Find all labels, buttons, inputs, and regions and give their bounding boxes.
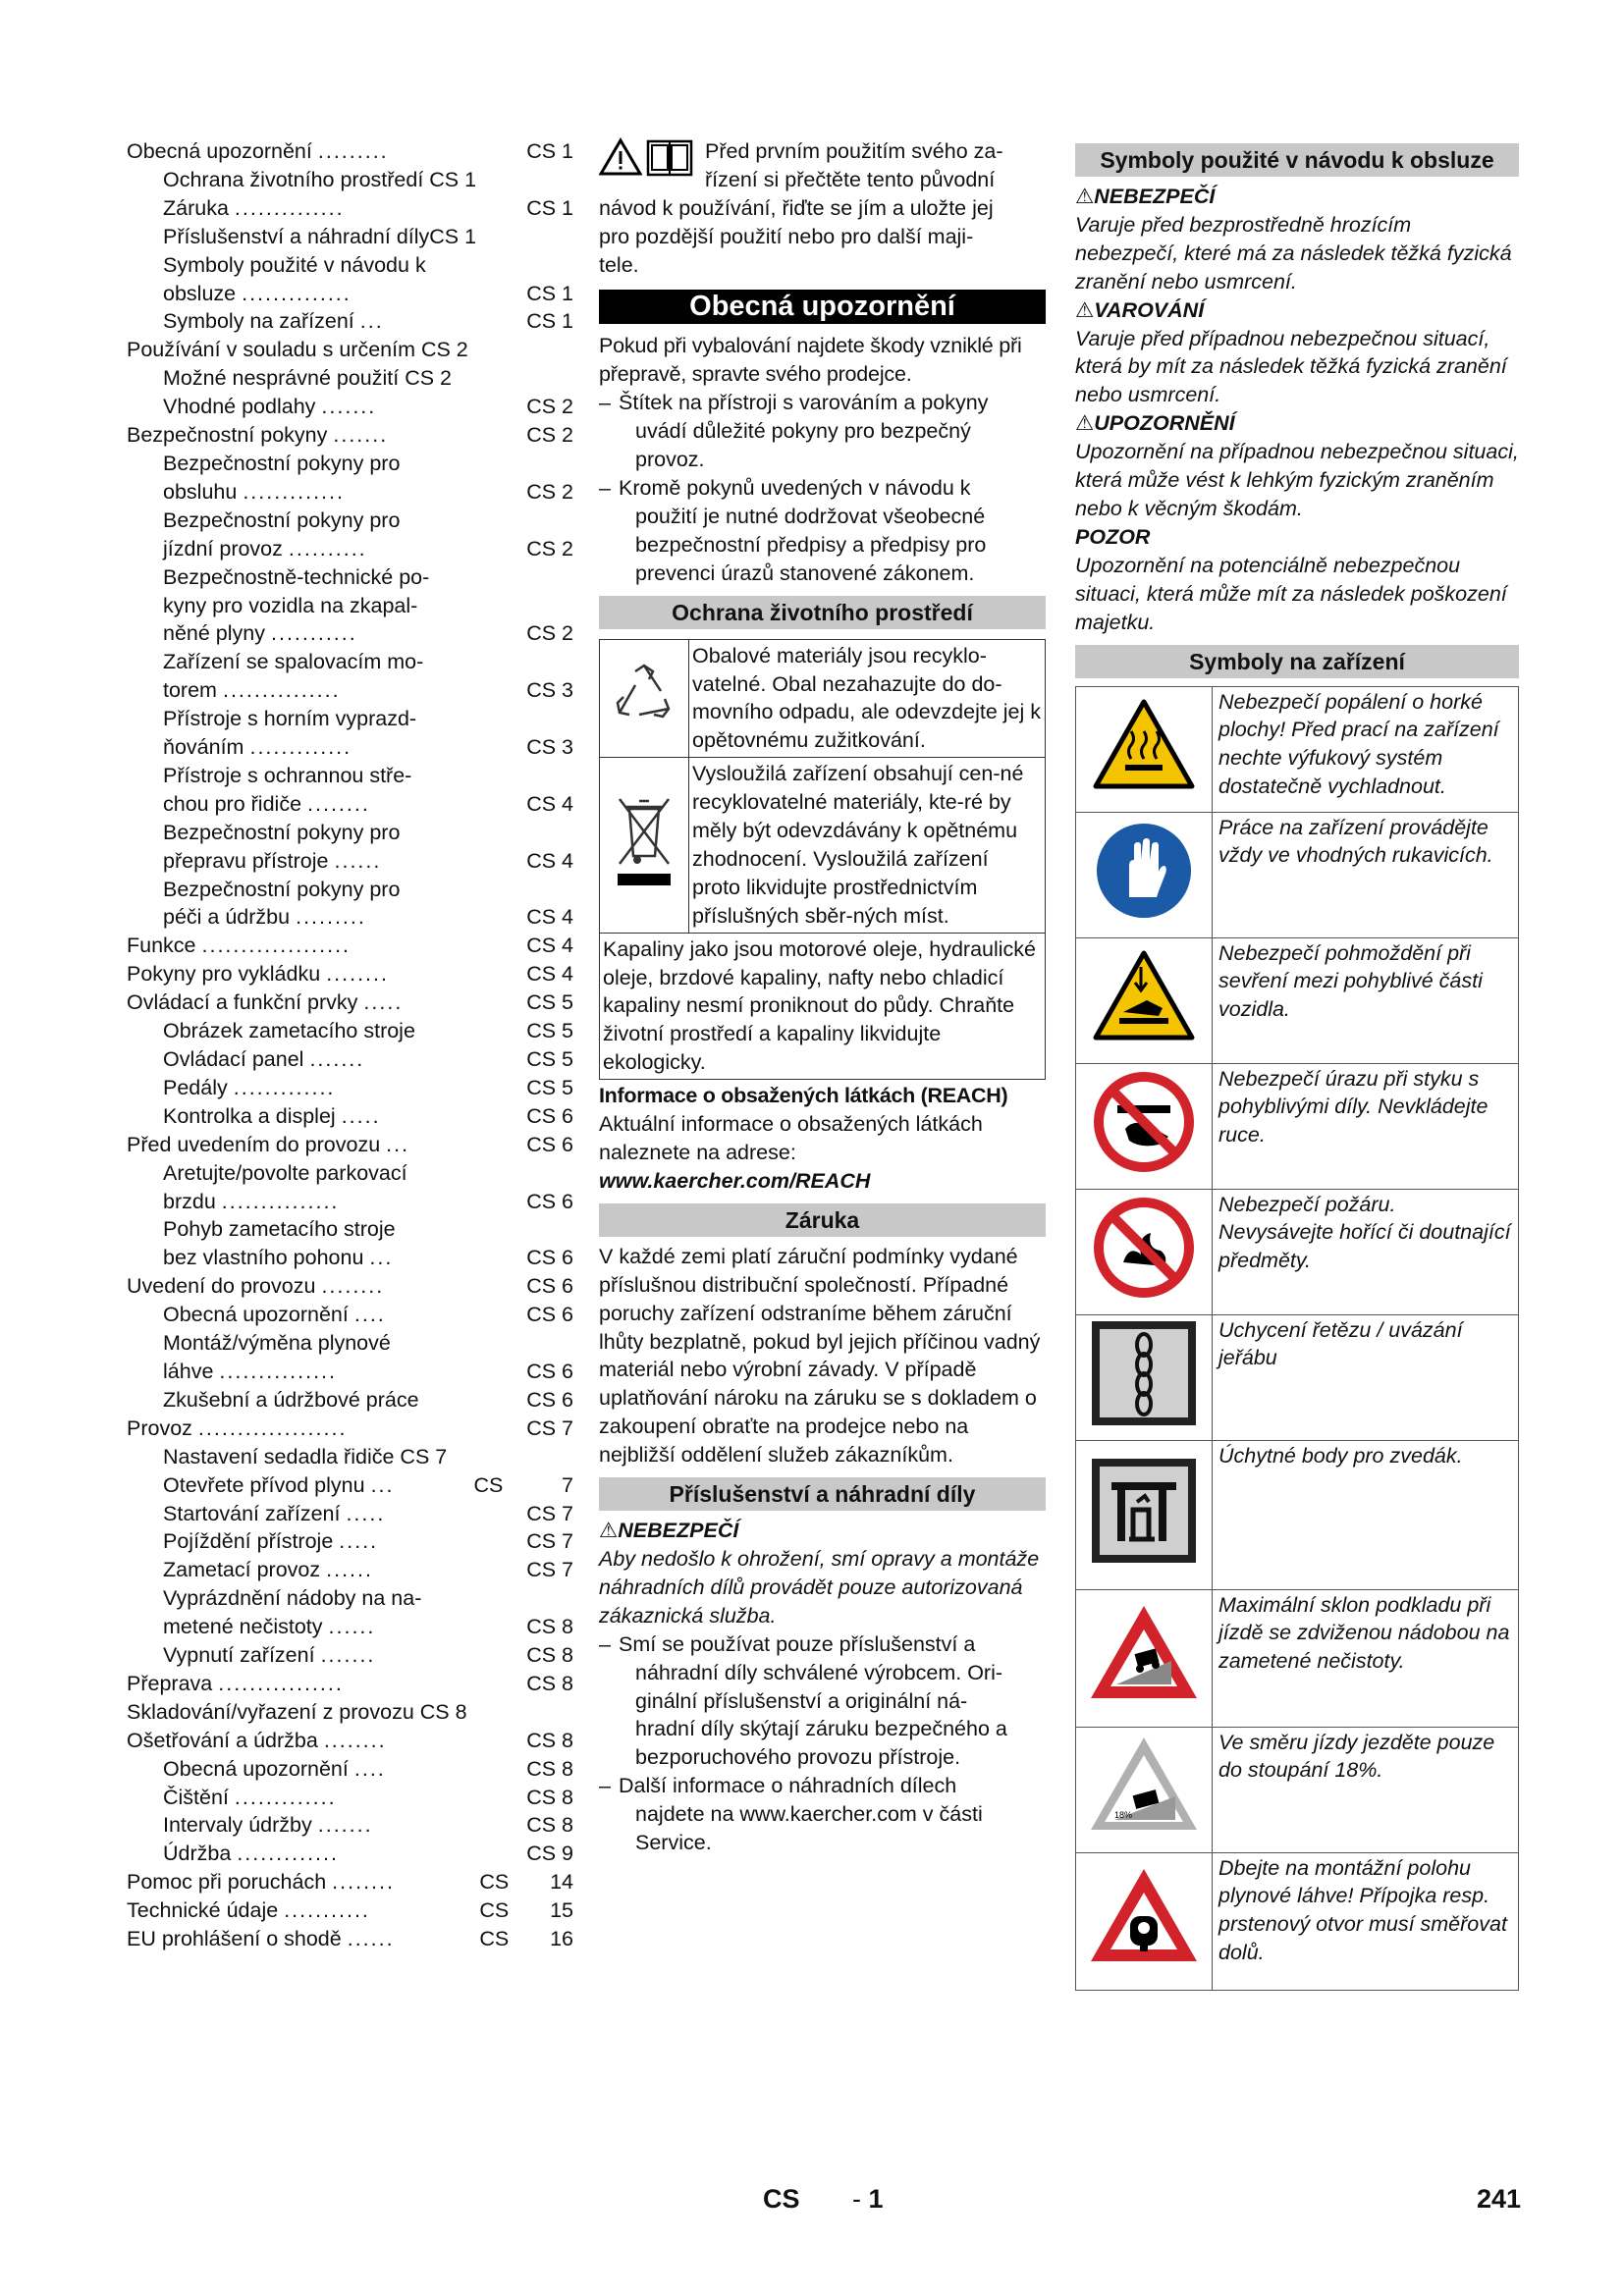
reach-text: Aktuální informace o obsažených látkách naleznete na adrese: [599,1112,983,1164]
toc-entry[interactable]: Čištění ............. CS 8 [163,1785,573,1809]
toc-entry[interactable]: EU prohlášení o shodě ...... CS 16 [127,1927,573,1951]
toc-entry[interactable]: Bezpečnostní pokyny pro [163,507,401,532]
device-symbol-row [1076,1589,1519,1727]
heading-warranty: Záruka [599,1203,1046,1237]
intro-line: tele. [599,252,639,277]
intro-notice [599,137,1046,194]
toc-entry[interactable]: Obrázek zametacího stroje CS 5 [163,1019,573,1043]
toc-entry-continued[interactable]: ňováním ............. CS 3 [163,735,573,760]
toc-entry[interactable]: Zařízení se spalovacím mo- [163,650,424,674]
intro-line: Před prvním použitím svého za- [705,139,1003,163]
toc-entry-continued[interactable]: chou pro řidiče ........ CS 4 [163,791,573,816]
book-manual-icon [646,137,693,177]
heading-general: Obecná upozornění [599,290,1046,325]
device-symbol-text: Dbejte na montážní polohu plynové láhve! Přípojka resp. prstenový otvor musí směřovat dolů. [1213,1852,1519,1990]
footer-page-local: - 1 [852,2184,884,2214]
symbol-description: Varuje před bezprostředně hrozícím nebezpečí, které má za následek těžká fyzická zranění nebo usmrcení. [1075,212,1512,294]
toc-entry-continued[interactable]: něné plyny ........... CS 2 [163,621,573,646]
device-symbol-text: Nebezpečí popálení o horké plochy! Před prací na zařízení nechte výfukový systém dostatečně vychladnout. [1213,686,1519,812]
env-row-packaging: Obalové materiály jsou recyklo-vatelné. Obal nezahazujte do do-movního odpadu, ale odevzdejte jej k opětovnému zužitkování. [689,639,1046,758]
device-symbol-row [1076,1189,1519,1314]
heading-symbols-device: Symboly na zařízení [1075,645,1519,678]
toc-entry[interactable]: Údržba ............. CS 9 [163,1842,573,1866]
toc-entry-continued[interactable]: torem ............... CS 3 [163,678,573,703]
toc-entry[interactable]: Obecná upozornění ......... CS 1 [127,139,573,163]
svg-text:18%: 18% [1114,1810,1133,1821]
symbol-label: ⚠VAROVÁNÍ [1075,297,1205,322]
toc-entry[interactable]: Přístroje s horním vyprazd- [163,707,417,731]
general-bullet-1: – Štítek na přístroji s varováním a pokyny uvádí důležité pokyny pro bezpečný provoz. [599,391,989,472]
env-row-fluids: Kapaliny jako jsou motorové oleje, hydraulické oleje, brzdové kapaliny, nafty nebo chladicí kapaliny nesmí proniknout do půdy. Chraňte životní prostředí a kapaliny likvidujte ekologicky. [600,933,1046,1080]
heading-environment: Ochrana životního prostředí [599,596,1046,629]
toc-entry[interactable]: Obecná upozornění .... CS 8 [163,1756,573,1781]
toc-entry[interactable]: Vhodné podlahy ....... CS 2 [163,395,573,419]
toc-entry[interactable]: Pojíždění přístroje ..... CS 7 [163,1529,573,1554]
chain-lifting-point-icon [1076,1314,1213,1440]
toc-entry[interactable]: Záruka .............. CS 1 [163,195,573,220]
slope-18-percent-icon [1076,1727,1213,1852]
toc-entry[interactable]: Uvedení do provozu ........ CS 6 [127,1274,573,1299]
toc-entry[interactable]: Startování zařízení ..... CS 7 [163,1501,573,1525]
column-middle [599,137,1046,1857]
toc-entry[interactable]: Obecná upozornění .... CS 6 [163,1303,573,1327]
warranty-text: V každé zemi platí záruční podmínky vydané příslušnou distribuční společností. Případné poruchy zařízení odstraníme během záruční lhůty bezplatně, pokud byl jejich příčinou vadný materiál nebo výrobní závady. V případě uplatňování nároku na záruku se s dokladem o zakoupení obraťte na prodejce nebo na nejbližší oddělení služeb zákazníkům. [599,1244,1041,1468]
toc-entry[interactable]: Zkušební a údržbové práce CS 6 [163,1387,573,1412]
toc-entry[interactable]: Skladování/vyřazení z provozu CS 8 [127,1699,467,1724]
symbol-description: Upozornění na případnou nebezpečnou situaci, která může vést k lehkým fyzickým zraněním nebo k věcným škodám. [1075,440,1519,520]
heading-symbols-manual: Symboly použité v návodu k obsluze [1075,143,1519,177]
toc-entry[interactable]: Vypnutí zařízení ....... CS 8 [163,1643,573,1668]
device-symbol-text: Nebezpečí požáru. Nevysávejte hořící či doutnající předměty. [1213,1189,1519,1314]
toc-entry[interactable]: Bezpečnostní pokyny pro [163,820,401,844]
symbol-description: Varuje před případnou nebezpečnou situací, která by mít za následek těžká fyzická zranění nebo usmrcení. [1075,326,1507,407]
device-symbol-text: Maximální sklon podkladu při jízdě se zdviženou nádobou na zametené nečistoty. [1213,1589,1519,1727]
toc-entry[interactable]: Používání v souladu s určením CS 2 [127,338,468,362]
toc-entry[interactable]: Ošetřování a údržba ........ CS 8 [127,1728,573,1752]
toc-entry-continued[interactable]: bez vlastního pohonu ... CS 6 [163,1246,573,1270]
reach-link[interactable]: www.kaercher.com/REACH [599,1168,871,1193]
toc-entry[interactable]: Před uvedením do provozu ... CS 6 [127,1132,573,1156]
toc-entry[interactable]: Ovládací a funkční prvky ..... CS 5 [127,990,573,1015]
toc-entry[interactable]: Ovládací panel ....... CS 5 [163,1047,573,1071]
toc-entry-continued[interactable]: metené nečistoty ...... CS 8 [163,1615,573,1639]
device-symbol-row [1076,1727,1519,1852]
table-of-contents [127,137,573,1953]
toc-entry[interactable]: Symboly použité v návodu k [163,252,426,277]
device-symbol-row [1076,937,1519,1063]
device-symbol-row [1076,1852,1519,1990]
toc-entry[interactable]: Symboly na zařízení ... CS 1 [163,309,573,334]
gloves-mandatory-icon [1076,812,1213,937]
toc-entry[interactable]: Ochrana životního prostředí CS 1 [163,167,477,191]
toc-entry[interactable]: Pohyb zametacího stroje [163,1217,396,1242]
general-bullet-2: – Kromě pokynů uvedených v návodu k použití je nutné dodržovat všeobecné bezpečnostní předpisy a předpisy pro prevenci úrazů stanovené zákonem. [599,475,987,585]
toc-entry[interactable]: Otevřete přívod plynu ... CS 7 [163,1472,573,1497]
manual-symbols-list [1075,183,1519,637]
intro-line: pro pozdější použití nebo pro další maji- [599,224,974,248]
intro-line: řízení si přečtěte tento původní [705,167,996,191]
toc-entry-continued[interactable]: obsluze .............. CS 1 [163,281,573,305]
device-symbols-table [1075,686,1519,1991]
accessories-danger-text: Aby nedošlo k ohrožení, smí opravy a montáže náhradních dílů provádět pouze autorizovaná zákaznická služba. [599,1546,1040,1628]
symbol-label: ⚠NEBEZPEČÍ [1075,185,1216,208]
accessories-danger-label: ⚠NEBEZPEČÍ [599,1519,739,1543]
toc-entry-continued[interactable]: péči a údržbu ......... CS 4 [163,905,573,930]
device-symbol-row [1076,1314,1519,1440]
symbol-label: POZOR [1075,524,1151,549]
device-symbol-text: Nebezpečí pohmoždění při sevření mezi pohyblivé části vozidla. [1213,937,1519,1063]
warning-triangle-icon [599,137,642,177]
toc-entry[interactable]: Intervaly údržby ....... CS 8 [163,1813,573,1838]
toc-entry[interactable]: Technické údaje ........... CS 15 [127,1898,573,1923]
reach-title: Informace o obsažených látkách (REACH) [599,1084,1008,1108]
footer-lang: CS [763,2184,800,2214]
toc-entry[interactable]: Bezpečnostně-technické po- [163,564,430,589]
device-symbol-row [1076,1063,1519,1189]
gas-bottle-position-icon [1076,1852,1213,1990]
general-para: Pokud při vybalování najdete škody vzniklé při přepravě, spravte svého prodejce. [599,334,1022,387]
device-symbol-text: Ve směru jízdy jezděte pouze do stoupání 18%. [1213,1727,1519,1852]
toc-entry[interactable]: Bezpečnostní pokyny ....... CS 2 [127,423,573,448]
toc-entry[interactable]: Nastavení sedadla řidiče CS 7 [163,1444,448,1468]
crossed-bin-icon [600,758,689,933]
toc-entry[interactable]: Bezpečnostní pokyny pro [163,451,401,475]
symbol-description: Upozornění na potenciálně nebezpečnou situaci, která může mít za následek poškození majetku. [1075,553,1507,634]
toc-entry[interactable]: Zametací provoz ...... CS 7 [163,1558,573,1582]
accessories-bullet-2: – Další informace o náhradních dílech najdete na www.kaercher.com v části Service. [599,1774,983,1855]
device-symbol-text: Úchytné body pro zvedák. [1213,1440,1519,1589]
jack-lifting-point-icon [1076,1440,1213,1589]
warning-triangle-icon: ⚠ [599,1519,619,1543]
toc-entry-continued[interactable]: obsluhu ............. CS 2 [163,479,573,504]
toc-entry-continued[interactable]: láhve ............... CS 6 [163,1359,573,1383]
environment-table [599,639,1046,1081]
device-symbol-text: Uchycení řetězu / uvázání jeřábu [1213,1314,1519,1440]
toc-entry[interactable]: Kontrolka a displej ..... CS 6 [163,1103,573,1128]
device-symbol-text: Nebezpečí úrazu při styku s pohyblivými díly. Nevkládejte ruce. [1213,1063,1519,1189]
warning-triangle-icon: ⚠ [1075,297,1095,322]
column-right [1075,137,1519,1991]
toc-entry-continued[interactable]: přepravu přístroje ...... CS 4 [163,848,573,873]
crush-hazard-warning-icon [1076,937,1213,1063]
hot-surface-warning-icon [1076,686,1213,812]
device-symbol-text: Práce na zařízení provádějte vždy ve vhodných rukavicích. [1213,812,1519,937]
symbol-label: ⚠UPOZORNĚNÍ [1075,411,1235,436]
warning-triangle-icon: ⚠ [1075,411,1095,436]
toc-entry[interactable]: Bezpečnostní pokyny pro [163,877,401,901]
env-row-old-devices: Vysloužilá zařízení obsahují cen-né recyklovatelné materiály, kte-ré by měly být odevzdávány k opětnému zhodnocení. Vysloužilá zařízení proto likvidujte prostřednictvím příslušných sběr-ných míst. [689,758,1046,933]
intro-line: návod k používání, řiďte se jím a uložte jej [599,195,994,220]
toc-entry-continued[interactable]: jízdní provoz .......... CS 2 [163,536,573,561]
recycling-icon [600,639,689,758]
warning-triangle-icon: ⚠ [1075,185,1095,208]
toc-entry[interactable]: Montáž/výměna plynové [163,1331,391,1356]
toc-entry[interactable]: Pomoc při poruchách ........ CS 14 [127,1870,573,1895]
accessories-bullet-1: – Smí se používat pouze příslušenství a náhradní díly schválené výrobcem. Ori- ginální příslušenství a originální ná- hradní díly skýtají záruku bezpečného a bezporuchového provozu přístroje. [599,1631,1007,1770]
toc-entry[interactable]: Přeprava ................ CS 8 [127,1671,573,1695]
toc-entry[interactable]: Pedály ............. CS 5 [163,1075,573,1099]
read-manual-icons [599,137,705,192]
device-symbol-row [1076,686,1519,812]
toc-entry[interactable]: Možné nesprávné použití CS 2 [163,366,452,391]
heading-accessories: Příslušenství a náhradní díly [599,1477,1046,1511]
toc-entry-continued[interactable]: brzdu ............... CS 6 [163,1189,573,1213]
toc-entry-continued: kyny pro vozidla na zkapal- [163,593,418,617]
toc-entry[interactable]: Přístroje s ochrannou stře- [163,763,412,787]
toc-entry[interactable]: Aretujte/povolte parkovací [163,1160,407,1185]
toc-entry[interactable]: Provoz ................... CS 7 [127,1415,573,1440]
toc-entry[interactable]: Pokyny pro vykládku ........ CS 4 [127,962,573,987]
toc-entry[interactable]: Příslušenství a náhradní dílyCS 1 [163,224,477,248]
no-smoking-fire-icon [1076,1189,1213,1314]
footer-page-number: 241 [1477,2184,1522,2214]
toc-entry[interactable]: Funkce ................... CS 4 [127,934,573,958]
device-symbol-row [1076,812,1519,937]
no-hands-prohibition-icon [1076,1063,1213,1189]
toc-entry[interactable]: Vyprázdnění nádoby na na- [163,1586,422,1611]
slope-raised-hopper-icon [1076,1589,1213,1727]
device-symbol-row [1076,1440,1519,1589]
